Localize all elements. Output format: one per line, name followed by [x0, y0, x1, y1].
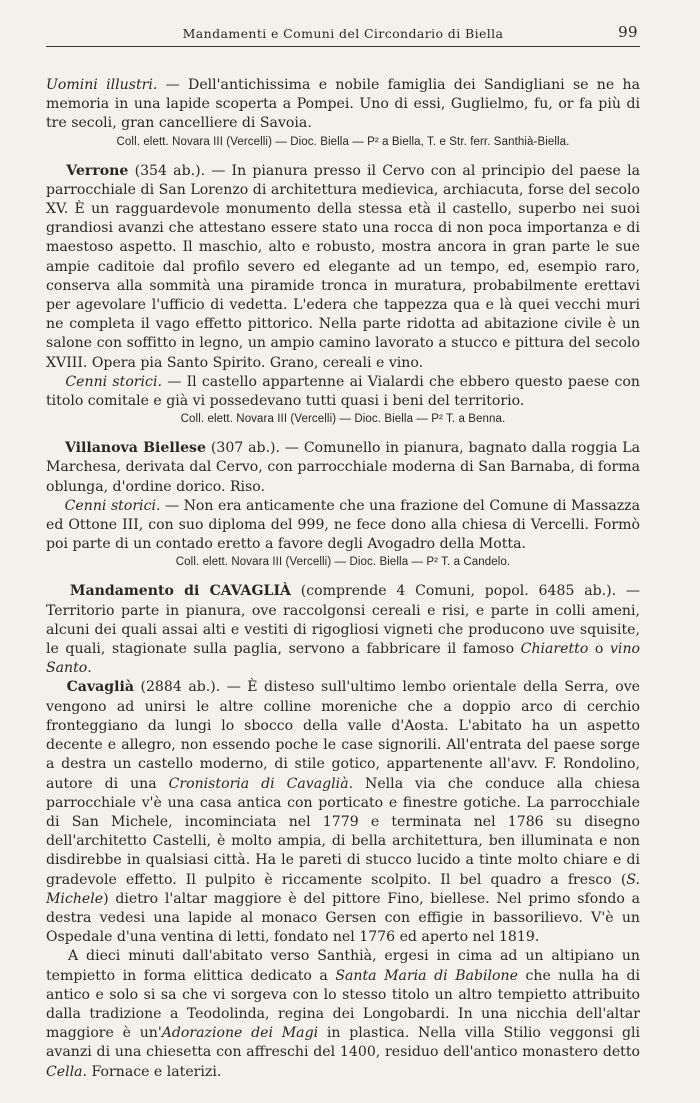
entry-villanova-biellese [46, 439, 640, 497]
entry-title-villanova: Villanova Biellese [64, 440, 206, 457]
section-heading-uomini-illustri: Uomini illustri. [46, 77, 158, 93]
entry-title-verrone: Verrone [66, 162, 129, 179]
monastery-name: Cella [46, 1063, 83, 1080]
mandamento-text: o [588, 641, 610, 658]
wine-name-vino-santo: vino Santo [46, 641, 641, 677]
entry-text: (2884 ab.). — È disteso sull'ultimo lembo orientale della Serra, ove vengono ad unirsi le altre colline moreniche che a doppio arco di cerchio fronteggiano da lungi lo sbocco della valle d'Aosta. L'abitato ha un aspetto decente e allegro, non essendo poche le case signorili. All'entrata del paese sorge a destra un castello moderno, di stile gotico, appartenente all'avv. F. Rondolino, autore di una [46, 679, 640, 792]
page-number: 99 [618, 23, 638, 41]
mandamento-title-cavaglia: CAVAGLIÀ [209, 583, 291, 600]
paragraph-text: che nulla ha di antico e solo si sa che vi sorgeva con lo stesso titolo un altro tempietto attribuito dalla tradizione a Teodolinda, regina dei Longobardi. In una nicchia dell'altar maggiore è un' [46, 967, 641, 1042]
mandamento-cavaglia [46, 582, 640, 678]
church-name: Santa Maria di Babilone [335, 967, 518, 984]
entry-text: (307 ab.). — Comunello in pianura, bagnato dalla roggia La Marchesa, derivata dal Cervo, con parrocchiale moderna di San Barnaba, di forma oblunga, d'ordine dorico. Riso. [46, 440, 640, 495]
history-verrone [46, 373, 640, 411]
entry-text: ) dietro l'altar maggiore è del pittore Fino, biellese. Nel primo sfondo a destra vedesi una lapide al monaco Gersen con effigie in bassorilievo. V'è un Ospedale d'una ventina di letti, fondato nel 1776 ed aperto nel 1819. [46, 890, 640, 946]
painting-title: S. Michele [46, 871, 640, 907]
paragraph-text: in plastica. Nella villa Stilio veggonsi gli avanzi di una chiesetta con affreschi del 1400, residuo dell'antico monastero detto [46, 1025, 641, 1061]
electoral-note-villanova: Coll. elett. Novara III (Vercelli) — Dioc. Biella — P² T. a Candelo. [175, 556, 511, 569]
entry-text: (354 ab.). — In pianura presso il Cervo con al principio del paese la parrocchiale di San Lorenzo di architettura medievica, archiacuta, forse del secolo XV. È un ragguardevole monumento della stessa età il castello, superbo nei suoi grandiosi avanzi che attestano essere stato una rocca di non poca importanza e di maestoso aspetto. Il maschio, alto e robusto, mostra ancora in gran parte le sue ampie caditoie dal profilo severo ed elegante ad un tempo, ed, esempio raro, conserva alla sommità una piramide tronca in muratura, probabilmente erettavi per agevolare l'ufficio di vedetta. L'edera che tappezza qua e là quei vecchi muri ne completa il vago effetto pittorico. Nella parte ridotta ad abitazione civile è un salone con soffitto in legno, un ampio camino lavorato a stucco e pittura del secolo XVIII. Opera pia Santo Spirito. Grano, cereali e vino. [46, 162, 640, 371]
wine-name-chiaretto: Chiaretto [520, 641, 589, 658]
book-title-cronistoria: Cronistoria di Cavaglià [168, 775, 349, 792]
paragraph-santa-maria [46, 947, 640, 1081]
mandamento-text: . [87, 660, 92, 677]
entry-text: . Nella via che conduce alla chiesa parrocchiale v'è una casa antica con porticato e finestre gotiche. La parrocchiale di San Michele, incominciata nel 1779 e terminata nel 1786 su disegno dell'architetto Castelli, è molto ampia, di bella architettura, ben illuminata e non disdirebbe in qualsiasi città. Ha le pareti di stucco lucido a tinte molto chiare e di gradevole effetto. Il pulpito è riccamente scolpito. Il bel quadro a fresco ( [46, 775, 640, 888]
section-heading-cenni-storici: Cenni storici. [65, 373, 162, 390]
paragraph-uomini-illustri [46, 76, 640, 134]
paragraph-text: A dieci minuti dall'abitato verso Santhià, ergesi in cima ad un altipiano un tempietto in forma elittica dedicato a [46, 948, 640, 984]
electoral-note-sandigliano: Coll. elett. Novara III (Vercelli) — Dioc. Biella — P² a Biella, T. e Str. ferr. Santhià-Biella. [116, 135, 570, 148]
paragraph-text: . Fornace e laterizi. [82, 1063, 222, 1080]
mandamento-prefix: Mandamento di [69, 583, 210, 600]
history-text: — Il castello appartenne ai Vialardi che ebbero questo paese con titolo comitale e già vi possedevano tutti quasi i beni del territorio. [46, 373, 640, 410]
paragraph-text: — Dell'antichissima e nobile famiglia dei Sandigliani se ne ha memoria in una lapide scoperta a Pompei. Uno di essi, Guglielmo, fu, or fa più di tre secoli, gran cancelliere di Savoia. [46, 77, 640, 132]
running-header [46, 22, 640, 47]
section-heading-cenni-storici: Cenni storici. [64, 497, 161, 514]
artwork-title: Adorazione dei Magi [161, 1025, 319, 1042]
history-text: — Non era anticamente che una frazione del Comune di Massazza ed Ottone III, con suo diploma del 999, ne fece dono alla chiesa di Vercelli. Formò poi parte di un contado eretto a favore degli Avogadro della Motta. [46, 497, 640, 553]
entry-cavaglia [46, 678, 640, 947]
mandamento-text: (comprende 4 Comuni, popol. 6485 ab.). — Territorio parte in pianura, ove raccolgonsi cereali e risi, e parte in colli ameni, alcuni dei quali assai alti e vestiti di rigogliosi vigneti che producono uve squisite, le quali, stagionate sulla paglia, servono a fabbricare il famoso [46, 583, 640, 658]
body-text [46, 76, 640, 1082]
header-title: Mandamenti e Comuni del Circondario di Biella [182, 26, 504, 41]
electoral-note-verrone: Coll. elett. Novara III (Vercelli) — Dioc. Biella — P² T. a Benna. [180, 413, 506, 426]
entry-title-cavaglia: Cavaglià [66, 679, 134, 696]
history-villanova [46, 497, 640, 555]
entry-verrone [46, 162, 640, 373]
